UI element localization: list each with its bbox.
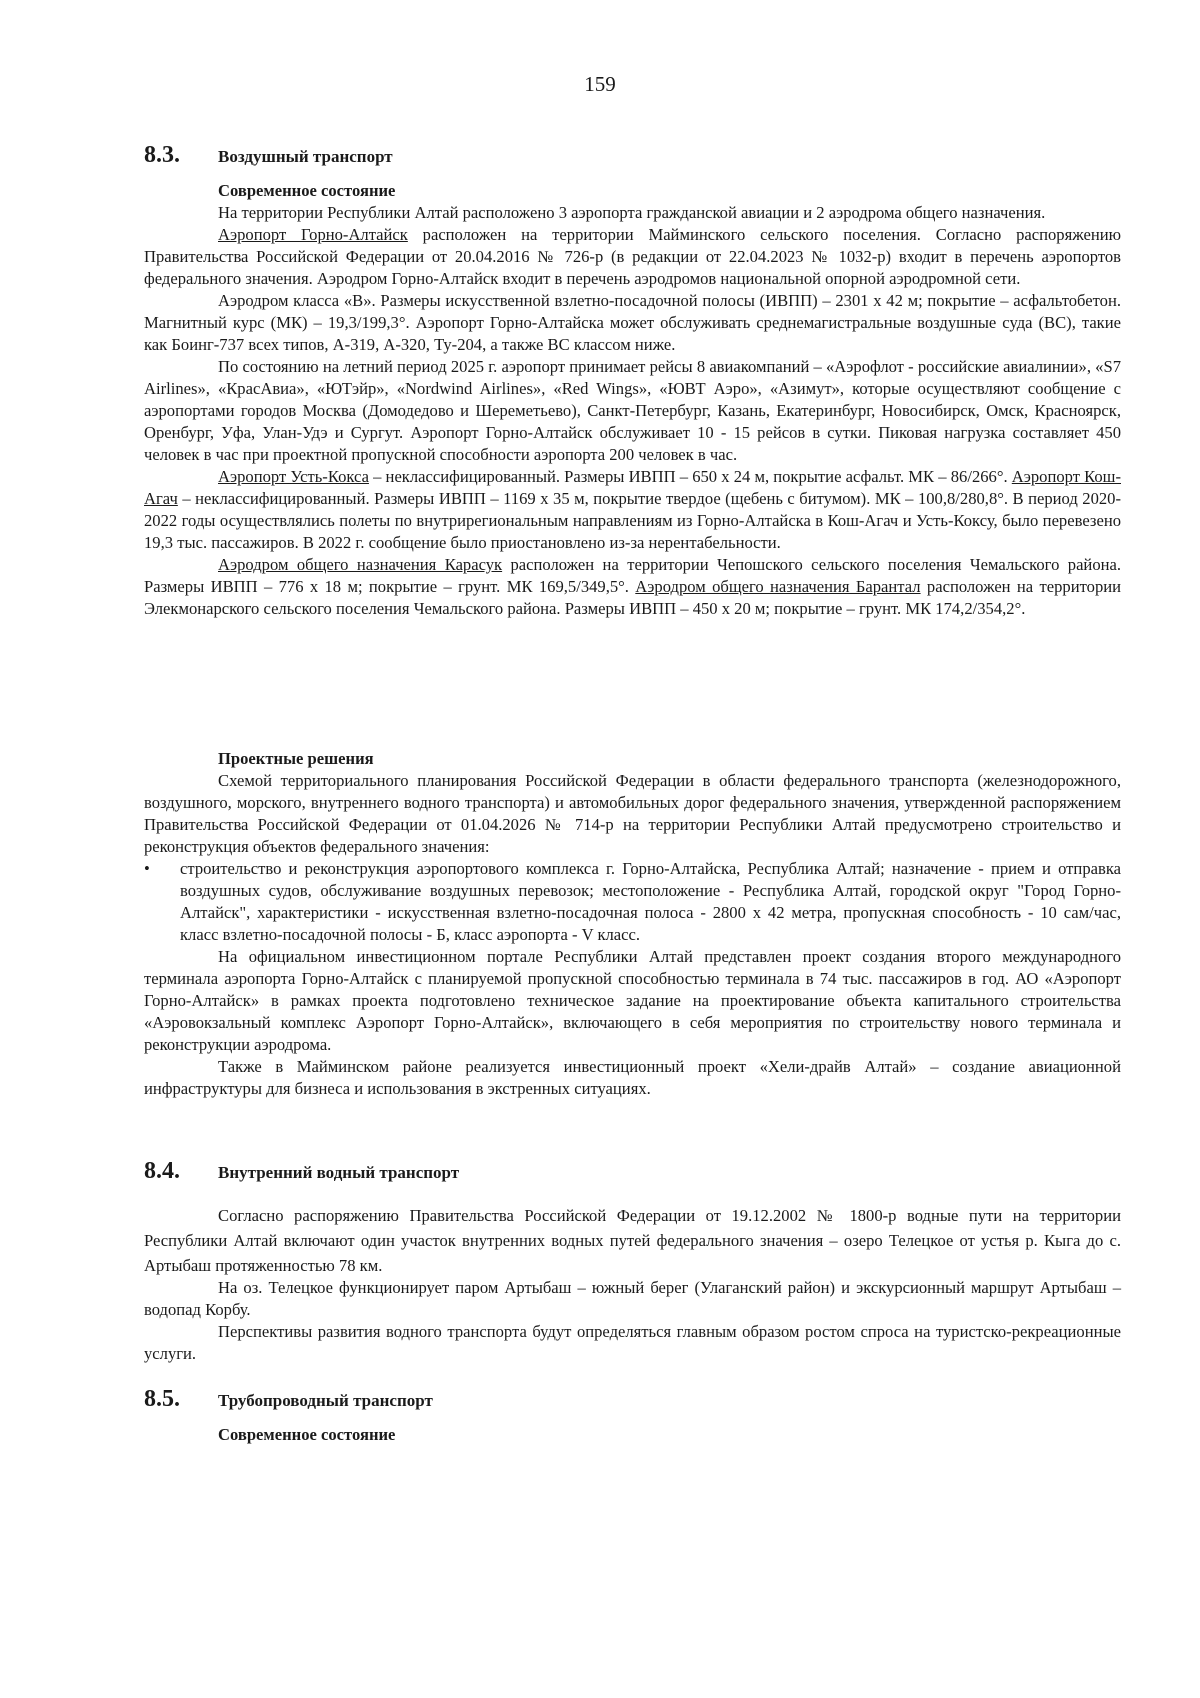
section-title: Трубопроводный транспорт [218, 1391, 433, 1410]
paragraph-gorno-altaisk: Аэропорт Горно-Алтайск расположен на территории Майминского сельского поселения. Согласно распоряжению Правительства Российской Федерации от 20.04.2016 № 726-р (в редакции от 22.04.2023 № 1032-р) входит в перечень аэропортов федерального значения. Аэродром Горно-Алтайск входит в перечень аэродромов национальной опорной аэродромной сети. [144, 225, 1121, 288]
paragraph: Перспективы развития водного транспорта будут определяться главным образом ростом спроса на туристско-рекреационные услуги. [144, 1322, 1121, 1363]
section-8-5-body [144, 1424, 1121, 1446]
section-8-4 [144, 1160, 1121, 1184]
underlined-term: Аэродром общего назначения Карасук [218, 555, 503, 574]
list-item-text: строительство и реконструкция аэропортового комплекса г. Горно-Алтайска, Республика Алтай; назначение - прием и отправка воздушных судов, обслуживание воздушных перевозок; местоположение - Республика Алтай, городской округ "Город Горно-Алтайск", характеристики - искусственная взлетно-посадочная полоса - 2800 х 42 метра, пропускная способность - 10 сам/час, класс взлетно-посадочной полосы - Б, класс аэропорта - V класс. [180, 859, 1121, 944]
subheading-current-state: Современное состояние [218, 181, 396, 200]
paragraph: Схемой территориального планирования Российской Федерации в области федерального транспорта (железнодорожного, воздушного, морского, внутреннего водного транспорта) и автомобильных дорог федерального значения, утвержденной распоряжением Правительства Российской Федерации от 01.04.2026 № 714-р на территории Республики Алтай предусмотрено строительство и реконструкция объектов федерального значения: [144, 771, 1121, 856]
paragraph: На официальном инвестиционном портале Республики Алтай представлен проект создания второго международного терминала аэропорта Горно-Алтайск с планируемой пропускной способностью терминала в 74 тыс. пассажиров в год. АО «Аэропорт Горно-Алтайск» в рамках проекта подготовлено техническое задание на проектирование объекта капитального строительства «Аэровокзальный комплекс Аэропорт Горно-Алтайск», включающего в себя мероприятия по строительству нового терминала и реконструкции аэродрома. [144, 947, 1121, 1054]
paragraph: Также в Майминском районе реализуется инвестиционный проект «Хели-драйв Алтай» – создание авиационной инфраструктуры для бизнеса и использования в экстренных ситуациях. [144, 1057, 1121, 1098]
section-8-4-body [144, 1203, 1121, 1278]
section-8-3 [144, 144, 1121, 168]
section-number: 8.5. [144, 1386, 180, 1412]
underlined-term: Аэродром общего назначения Барантал [635, 577, 921, 596]
paragraph-ust-koksa: Аэропорт Усть-Кокса – неклассифицированный. Размеры ИВПП – 650 х 24 м, покрытие асфальт. МК – 86/266°. Аэропорт Кош-Агач – неклассифицированный. Размеры ИВПП – 1169 х 35 м, покрытие твердое (щебень с битумом). МК – 100,8/280,8°. В период 2020-2022 годы осуществлялись полеты по внутрирегиональным направлениям из Горно-Алтайска в Кош-Агач и Усть-Коксу, было перевезено 19,3 тыс. пассажиров. В 2022 г. сообщение было приостановлено из-за нерентабельности. [144, 467, 1121, 552]
section-heading [144, 1160, 1121, 1184]
project-decisions [144, 748, 1121, 1100]
section-number: 8.4. [144, 1158, 180, 1184]
section-8-5 [144, 1388, 1121, 1412]
subheading-project-decisions: Проектные решения [218, 749, 374, 768]
paragraph: Согласно распоряжению Правительства Российской Федерации от 19.12.2002 № 1800-р водные пути на территории Республики Алтай включают один участок внутренних водных путей федерального значения – озеро Телецкое от устья р. Кыга до с. Артыбаш протяженностью 78 км. [144, 1206, 1121, 1275]
page-number: 159 [584, 72, 616, 96]
section-heading [144, 1388, 1121, 1412]
paragraph: Аэродром класса «В». Размеры искусственной взлетно-посадочной полосы (ИВПП) – 2301 х 42 м; покрытие – асфальтобетон. Магнитный курс (МК) – 19,3/199,3°. Аэропорт Горно-Алтайска может обслуживать среднемагистральные воздушные суда (ВС), такие как Боинг-737 всех типов, А-319, А-320, Ту-204, а также ВС классом ниже. [144, 291, 1121, 354]
paragraph: На территории Республики Алтай расположено 3 аэропорта гражданской авиации и 2 аэродрома общего назначения. [218, 203, 1046, 222]
underlined-term: Аэропорт Кош-Агач [144, 467, 1121, 508]
underlined-term: Аэропорт Усть-Кокса [218, 467, 369, 486]
section-title: Внутренний водный транспорт [218, 1163, 460, 1182]
section-title: Воздушный транспорт [218, 147, 393, 166]
section-8-3-body [144, 180, 1121, 620]
section-8-4-body-2 [144, 1277, 1121, 1365]
paragraph: На оз. Телецкое функционирует паром Артыбаш – южный берег (Улаганский район) и экскурсионный маршрут Артыбаш – водопад Корбу. [144, 1278, 1121, 1319]
paragraph-karasuk: Аэродром общего назначения Карасук расположен на территории Чепошского сельского поселения Чемальского района. Размеры ИВПП – 776 х 18 м; покрытие – грунт. МК 169,5/349,5°. Аэродром общего назначения Барантал расположен на территории Элекмонарского сельского поселения Чемальского района. Размеры ИВПП – 450 х 20 м; покрытие – грунт. МК 174,2/354,2°. [144, 555, 1122, 618]
paragraph: По состоянию на летний период 2025 г. аэропорт принимает рейсы 8 авиакомпаний – «Аэрофлот - российские авиалинии», «S7 Airlines», «КрасАвиа», «ЮТэйр», «Nordwind Airlines», «Red Wings», «ЮВТ Аэро», «Азимут», которые осуществляют сообщение с аэропортами городов Москва (Домодедово и Шереметьево), Санкт-Петербург, Казань, Екатеринбург, Новосибирск, Омск, Красноярск, Оренбург, Уфа, Улан-Удэ и Сургут. Аэропорт Горно-Алтайск обслуживает 10 - 15 рейсов в сутки. Пиковая нагрузка составляет 450 человек в час при проектной пропускной способности аэропорта 200 человек в час. [144, 357, 1121, 464]
section-heading [144, 144, 1121, 168]
section-number: 8.3. [144, 142, 180, 168]
underlined-term: Аэропорт Горно-Алтайск [218, 225, 408, 244]
list-item [144, 858, 1121, 946]
bullet-mark: • [144, 859, 150, 878]
subheading-current-state: Современное состояние [218, 1425, 396, 1444]
